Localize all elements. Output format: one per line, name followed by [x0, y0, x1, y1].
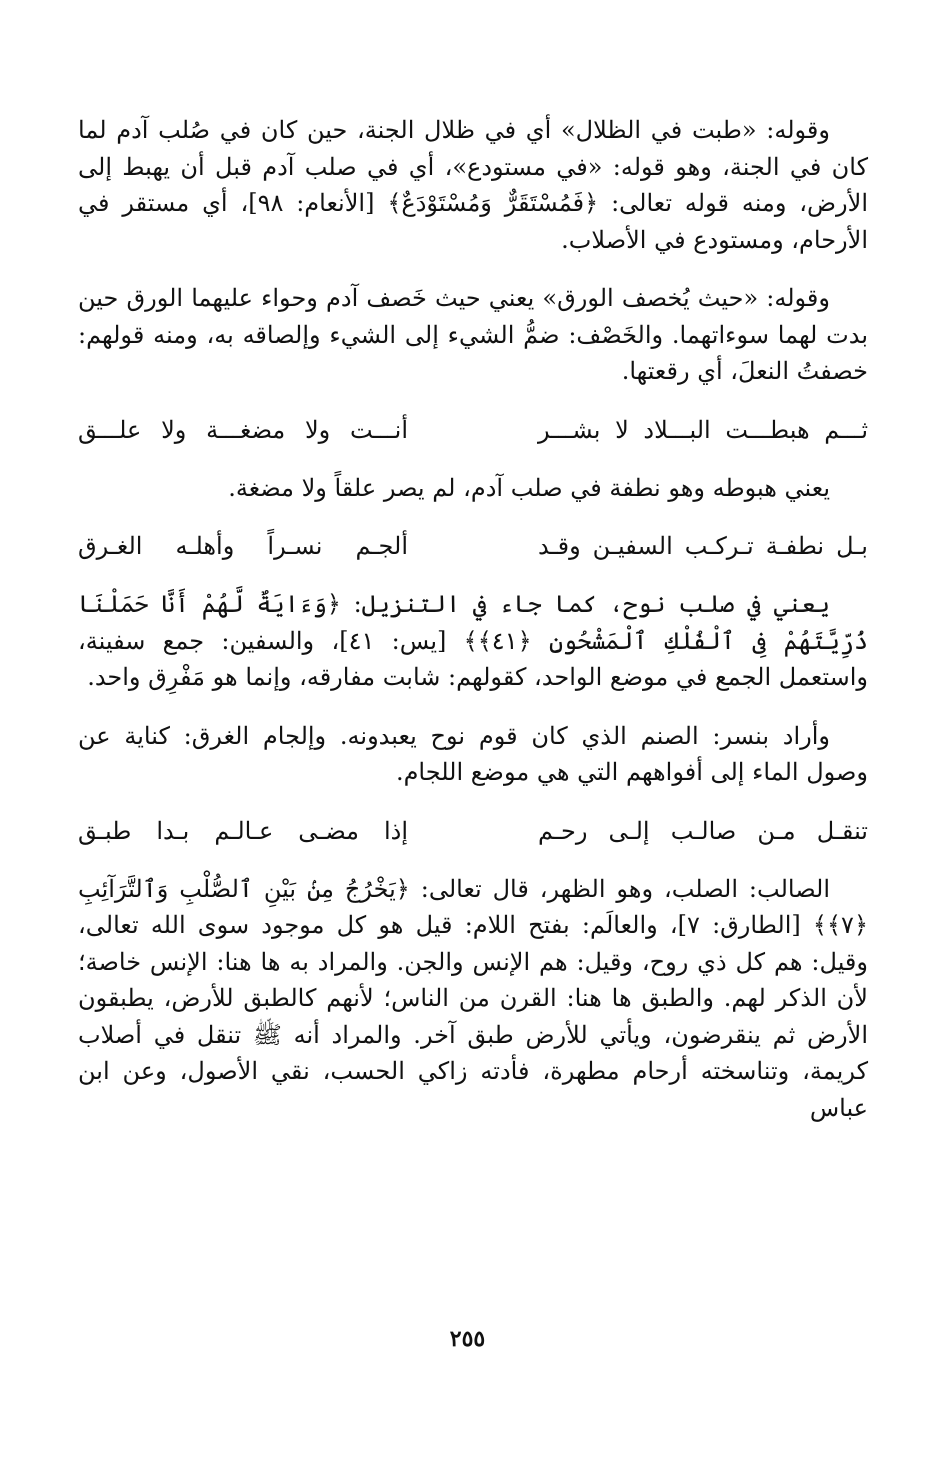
verse-first-hemistich: ثـــم هبطـــت البـــلاد لا بشـــر	[538, 415, 868, 444]
verse-line	[78, 813, 868, 849]
paragraph: يعني هبوطه وهو نطفة في صلب آدم، لم يصر علقاً ولا مضغة.	[228, 473, 830, 502]
paragraph: وقوله: «طبت في الظلال» أي في ظلال الجنة، حين كان في صُلب آدم لما كان في الجنة، وهو قوله: «في مستودع»، أي في صلب آدم قبل أن يهبط إلى الأرض، ومنه قوله تعالى: ﴿فَمُسْتَقَرٌّ وَمُسْتَوْدَعٌ﴾ [الأنعام: ٩٨]، أي مستقر في الأرحام، ومستودع في الأصلاب.	[78, 116, 868, 254]
page-number: ٢٥٥	[449, 1326, 486, 1352]
verse-first-hemistich: بـل نطفـة تـركـب السفيـن وقـد	[538, 532, 868, 560]
verse-first-hemistich: تنقـل مـن صالـب إلـى رحـم	[538, 816, 868, 845]
verse-line	[78, 528, 868, 564]
verse-second-hemistich: أنـــت ولا مضغـــة ولا علـــق	[78, 415, 408, 444]
paragraph: وأراد بنسر: الصنم الذي كان قوم نوح يعبدونه. وإلجام الغرق: كناية عن وصول الماء إلى أفواههم التي هي موضع اللجام.	[78, 721, 868, 786]
paragraph: وقوله: «حيث يُخصف الورق» يعني حيث خَصف آدم وحواء عليهما الورق حين بدت لهما سوءاتهما. والخَصْف: ضمُّ الشيء إلى الشيء وإلصاقه به، ومنه قولهم: خصفتُ النعلَ، أي رقعتها.	[78, 284, 868, 385]
verse-second-hemistich: ألجـم نسـراً وأهلـه الغـرق	[78, 532, 408, 560]
paragraph: يعني في صلب نوح، كما جاء في التنزيل: ﴿وَءَايَةٌ لَّهُمْ أَنَّا حَمَلْنَا ذُرِّيَّتَهُمْ فِى ٱلْفُلْكِ ٱلْمَشْحُونِ ﴿٤١﴾﴾ [يس: ٤١]، والسفين: جمع سفينة، واستعمل الجمع في موضع الواحد، كقولهم: شابت مفارقه، وإنما هو مَفْرِق واحد.	[78, 590, 869, 691]
paragraph: الصالب: الصلب، وهو الظهر، قال تعالى: ﴿يَخْرُجُ مِنۢ بَيْنِ ٱلصُّلْبِ وَٱلتَّرَآئِبِ ﴿٧﴾﴾ [الطارق: ٧]، والعالَم: بفتح اللام: قيل هو كل موجود سوى الله تعالى، وقيل: هم كل ذي روح، وقيل: هم الإنس والجن. والمراد به ها هنا: الإنس خاصة؛ لأن الذكر لهم. والطبق ها هنا: القرن من الناس؛ لأنهم كالطبق للأرض، يطبقون الأرض ثم ينقرضون، ويأتي للأرض طبق آخر. والمراد أنه ﷺ تنقل في أصلاب كريمة، وتناسخته أرحام مطهرة، فأدته زاكي الحسب، نقي الأصول، وعن ابن عباس	[78, 874, 868, 1122]
verse-line	[78, 412, 868, 448]
page-body	[78, 112, 868, 1148]
verse-second-hemistich: إذا مضـى عـالـم بـدا طبـق	[78, 816, 408, 845]
